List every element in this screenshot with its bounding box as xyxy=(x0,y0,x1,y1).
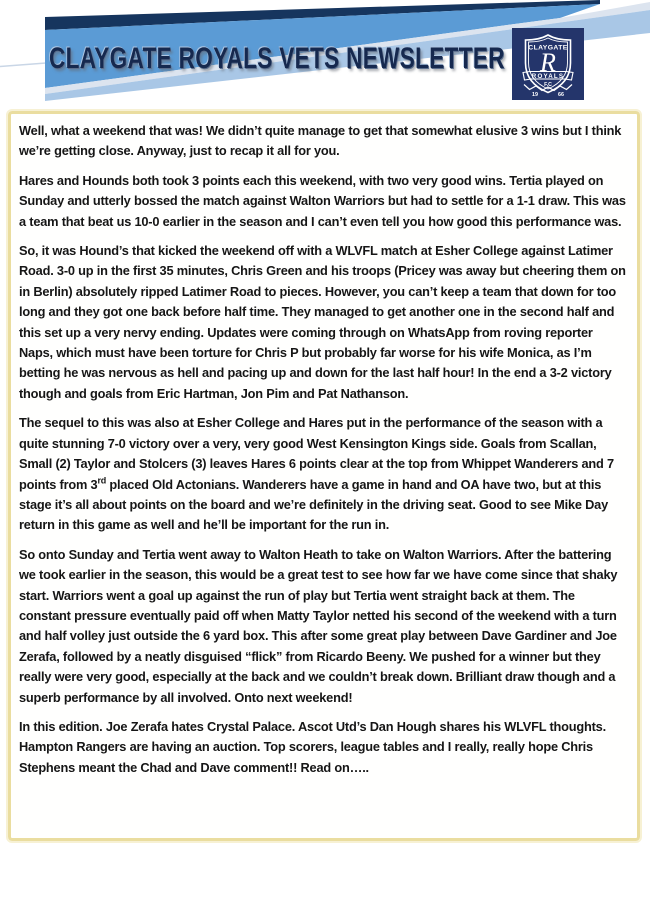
badge-fc-label: F.C xyxy=(544,82,552,88)
club-badge xyxy=(512,28,584,100)
badge-royals-label: ROYALS xyxy=(531,73,565,80)
paragraph-text: So, it was Hound’s that kicked the weekend off with a WLVFL match at Esher College against Latimer Road. 3-0 up in the first 35 minutes, Chris Green and his troops (Pricey was away but cheering them on in Berlin) absolutely ripped Latimer Road to pieces. However, you can’t keep a team that down for too long and they got one back before half time. They managed to get another one in the second half and this set up a very nervy ending. Updates were coming through on WhatsApp from roving reporter Naps, which must have been torture for Chris P but probably far worse for his wife Monica, as I’m betting he was nervous as hell and pacing up and down for the last half hour! In the end a 3-2 victory though and goals from Eric Hartman, Jon Pim and Pat Nathanson. xyxy=(19,243,626,401)
banner-thin-line xyxy=(0,63,46,67)
paragraph-text: Well, what a weekend that was! We didn’t quite manage to get that somewhat elusive 3 wins but I think we’re getting close. Anyway, just to recap it all for you. xyxy=(19,123,622,159)
paragraph xyxy=(19,717,627,778)
badge-year-left: 19 xyxy=(532,92,538,98)
badge-year-right: 66 xyxy=(558,92,564,98)
paragraph xyxy=(19,413,627,535)
paragraph xyxy=(19,171,627,232)
paragraph-superscript: rd xyxy=(97,475,107,486)
article-box xyxy=(8,111,640,841)
paragraph-text: Hares and Hounds both took 3 points each this weekend, with two very good wins. Tertia played on Sunday and utterly bossed the match against Walton Warriors but had to settle for a 1-1 draw. This was a team that beat us 10-0 earlier in the season and I can’t even tell you how good this performance was. xyxy=(19,172,626,229)
badge-monogram: R xyxy=(540,48,556,77)
paragraph xyxy=(19,121,627,162)
paragraph-text: placed Old Actonians. Wanderers have a game in hand and OA have two, but at this stage it’s all about points on the board and we’re definitely in the driving seat. Good to see Mike Day return in this game as well and he’ll be important for the run in. xyxy=(19,476,609,533)
paragraph xyxy=(19,545,627,708)
page-title: CLAYGATE ROYALS VETS NEWSLETTER xyxy=(49,42,505,75)
paragraph-text: The sequel to this was also at Esher College and Hares put in the performance of the season with a quite stunning 7-0 victory over a very, very good West Kensington Kings side. Goals from Scallan, Small (2) Taylor and Stolcers (3) leaves Hares 6 points clear at the top from Whippet Wanderers and 7 points from 3 xyxy=(19,415,614,492)
article-body xyxy=(19,121,627,778)
paragraph-text: So onto Sunday and Tertia went away to Walton Heath to take on Walton Warriors. After the battering we took earlier in the season, this would be a great test to see how far we have come since that shaky start. Warriors went a goal up against the run of play but Tertia went straight back at them. The constant pressure eventually paid off when Matty Taylor netted his second of the weekend with a turn and half volley just outside the 6 yard box. This after some great play between Dave Gardiner and Joe Zerafa, followed by a neatly disguised “flick” from Ricardo Beeny. We pushed for a winner but they really were very good, especially at the back and we couldn’t break down. Brilliant draw though and a superb performance by all involved. Onto next weekend! xyxy=(19,546,618,705)
paragraph xyxy=(19,241,627,404)
newsletter-header xyxy=(0,0,650,112)
paragraph-text: In this edition. Joe Zerafa hates Crystal Palace. Ascot Utd’s Dan Hough shares his WLVFL thoughts. Hampton Rangers are having an auction. Top scorers, league tables and I really, really hope Chris Stephens meant the Chad and Dave comment!! Read on….. xyxy=(19,718,606,775)
badge-club-name: CLAYGATE xyxy=(528,44,568,52)
